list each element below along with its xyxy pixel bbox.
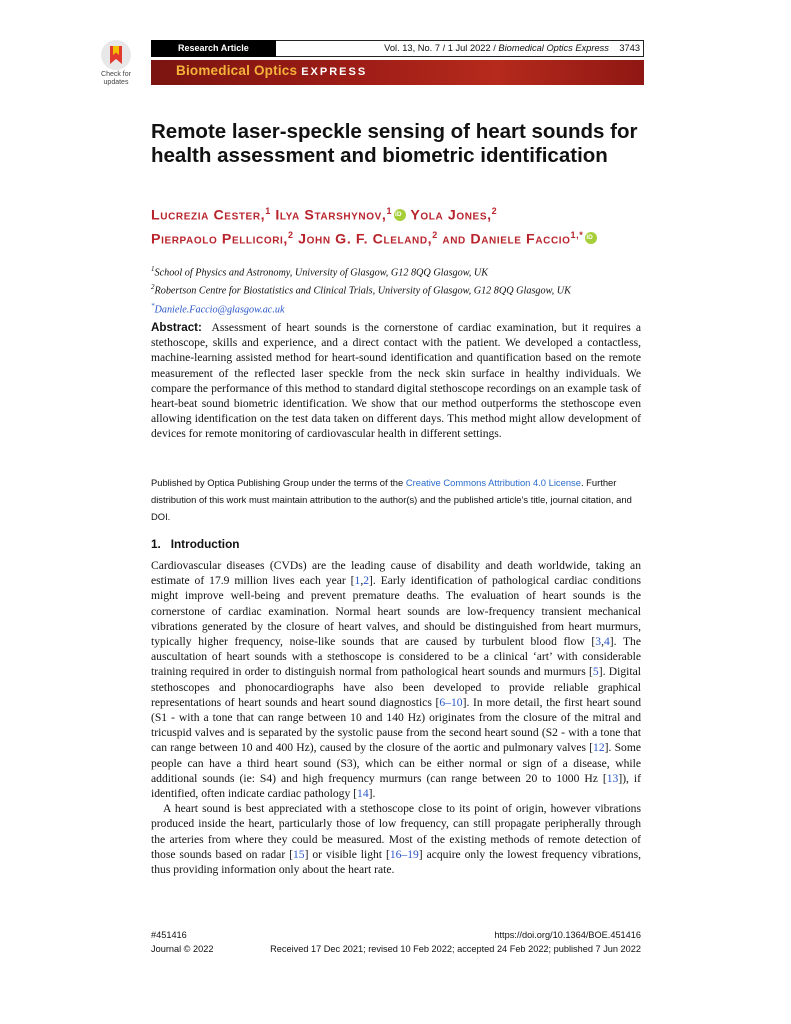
corresponding-email (151, 299, 641, 317)
badge-label-line1: Check for (101, 71, 131, 78)
citation-link[interactable]: 13 (606, 771, 619, 785)
doi-link[interactable]: https://doi.org/10.1364/BOE.451416 (494, 930, 641, 940)
citation-link[interactable]: 2 (363, 574, 370, 588)
author-name[interactable]: Daniele Faccio (470, 231, 571, 248)
citation-link[interactable]: 14 (357, 787, 369, 801)
email-sup: * (151, 301, 155, 310)
text-run: ]. In more detail, the first heart sound (S1 - with a tone that can range between 10 and 140 Hz) originates from the closure of the mitral and tricuspid valves and is separated by the systolic pause from the second heart sound (S2 - with a tone that can range between 10 and 400 Hz), caused by the closure of the aortic and pulmonary valves [ (151, 695, 642, 755)
affiliation-text: Robertson Centre for Biostatistics and Clinical Trials, University of Glasgow, G12 8QQ Glasgow, UK (154, 285, 571, 297)
badge-label-line2: updates (103, 79, 129, 86)
author-sup: 2 (287, 229, 294, 240)
affiliation-sup: 2 (151, 283, 155, 292)
article-type-tag: Research Article (151, 40, 276, 57)
volume-text: Vol. 13, No. 7 / 1 Jul 2022 / (384, 43, 499, 53)
check-for-updates-badge[interactable] (96, 40, 136, 86)
section-heading (151, 537, 240, 551)
journal-brand-suffix: EXPRESS (301, 66, 368, 78)
license-link[interactable]: Creative Commons Attribution 4.0 License (405, 477, 581, 488)
bookmark-icon (101, 40, 131, 70)
author-sup: 1 (386, 206, 393, 216)
orcid-icon[interactable] (394, 209, 406, 221)
article-title: Remote laser-speckle sensing of heart sounds for health assessment and biometric identification (151, 120, 638, 167)
citation-link[interactable]: 5 (592, 665, 599, 679)
license-suffix: . Further distribution of this work must maintain attribution to the author(s) and the published article’s title, journal citation, and DOI. (151, 477, 632, 522)
text-run: ]. Early identification of pathological cardiac conditions might improve well-being and prevent premature deaths. The evaluation of heart sounds is the cornerstone of cardiac examination. Normal heart sounds are low-frequency transient mechanical vibrations generated by the closure of heart valves, and should be distinguished from heart murmurs, typically higher frequency, noise-like sounds that are caused by turbulent blood flow [ (151, 574, 641, 649)
abstract-text: Assessment of heart sounds is the cornerstone of cardiac examination, but it requires a stethoscope, skills and experience, and a direct contact with the patient. We developed a contactless, machine-learning assisted method for heart-sound identification and quantification based on the remote measurement of the reflected laser speckle from the neck skin surface in healthy individuals. We compare the performance of this method to standard digital stethoscope recordings on an example task of heart-beat sound biometric identification. We show that our method outperforms the stethoscope even allowing identification on the test data taken on different days. This method might allow development of devices for remote monitoring of cardiovascular health in different settings. (151, 321, 641, 441)
text-run: ] acquire only the lowest frequency vibrations, thus providing information only about the heart rate. (151, 847, 641, 877)
citation-link[interactable]: 4 (603, 635, 610, 649)
abstract (151, 320, 641, 442)
footer-left (151, 928, 213, 956)
footer-right (250, 928, 641, 956)
journal-name: Biomedical Optics Express (498, 43, 609, 53)
journal-brand (176, 63, 367, 78)
copyright: Journal © 2022 (151, 944, 214, 954)
badge-label (96, 71, 136, 87)
text-run: ]. (368, 787, 376, 801)
text-run: ] or visible light [ (304, 847, 390, 861)
section-number: 1. (151, 537, 161, 551)
author-sup: 1,* (570, 229, 584, 240)
citation-link[interactable]: 3 (595, 635, 602, 649)
text-run: ]. The auscultation of heart sounds with a stethoscope is considered to be a clinical ‘art’ with considerable training required in order to distinguish normal from pathological heart sounds and murmurs [ (151, 635, 641, 679)
author-sup: 2 (491, 206, 498, 216)
affiliation-text: School of Physics and Astronomy, University of Glasgow, G12 8QQ Glasgow, UK (154, 267, 489, 279)
citation-link[interactable]: 1 (354, 574, 361, 588)
license-prefix: Published by Optica Publishing Group under the terms of the (151, 477, 406, 488)
text-run: A heart sound is best appreciated with a stethoscope close to its point of origin, however vibrations produced inside the heart, particularly those of low frequency, can still propagate peripherally through the arteries from where they could be measured. Most of the existing methods of remote detection of those sounds based on radar [ (151, 802, 641, 861)
volume-info (280, 40, 640, 57)
author-name[interactable]: Pierpaolo Pellicori, (151, 231, 288, 248)
license-notice (151, 474, 641, 525)
author-conjunction: and (442, 231, 466, 248)
text-run: ]. Some people can have a third heart sound (S3), which can be either normal or sign of a disease, while additional sounds (ie: S4) and high frequency murmurs (can range between 20 to 1000 Hz [ (151, 741, 641, 785)
paragraph: Cardiovascular diseases (CVDs) are the leading cause of disability and death worldwide, taking an estimate of 17.9 million lives each year [1,2]. Early identification of pathological cardiac conditions might improve well-being and prevent premature deaths. The evaluation of heart sounds is the cornerstone of cardiac examination. Normal heart sounds are low-frequency transient mechanical vibrations generated by the closure of heart valves, and should be distinguished from heart murmurs, typically higher frequency, noise-like sounds that are caused by turbulent blood flow [3,4]. The auscultation of heart sounds with a stethoscope is considered to be a clinical ‘art’ with considerable training required in order to distinguish normal from pathological heart sounds and murmurs [5]. Digital stethoscopes and phonocardiographs have also been developed to provide reliable graphical representations of heart sounds and heart sound diagnostics [6–10]. In more detail, the first heart sound (S1 - with a tone that can range between 10 and 140 Hz) originates from the closure of the mitral and tricuspid valves and is separated by the systolic pause from the second heart sound (S2 - with a tone that can range between 10 and 400 Hz), caused by the closure of the aortic and pulmonary valves [12]. Some people can have a third heart sound (S3), which can be either normal or sign of a disease, while additional sounds (ie: S4) and high frequency murmurs (can range between 20 to 1000 Hz [13]), if identified, often indicate cardiac pathology [14]. (151, 559, 642, 801)
article-id: #451416 (151, 930, 187, 940)
journal-brand-name: Biomedical Optics (176, 63, 298, 78)
affiliation-2 (151, 280, 641, 298)
author-sup: 2 (432, 229, 438, 240)
email-link[interactable]: Daniele.Faccio@glasgow.ac.uk (154, 304, 285, 316)
text-run: ]), if identified, often indicate cardiac pathology [ (151, 771, 641, 801)
section-title: Introduction (170, 537, 240, 551)
author-sup: 1 (265, 206, 271, 216)
citation-link[interactable]: 15 (292, 847, 305, 861)
publication-dates: Received 17 Dec 2021; revised 10 Feb 2022; accepted 24 Feb 2022; published 7 Jun 2022 (270, 944, 641, 954)
citation-link[interactable]: 16–19 (389, 847, 419, 861)
affiliation-sup: 1 (151, 265, 155, 273)
affiliation-1 (151, 262, 641, 280)
paragraph (151, 801, 641, 877)
body-text (151, 558, 641, 877)
citation-link[interactable]: 6–10 (439, 695, 463, 709)
author-name[interactable]: Ilya Starshynov, (275, 207, 387, 224)
author-name[interactable]: Lucrezia Cester, (151, 207, 266, 224)
author-list (151, 202, 641, 249)
affiliations (151, 262, 641, 317)
abstract-label: Abstract: (151, 321, 202, 334)
page-number: 3743 (619, 43, 640, 53)
author-name[interactable]: Yola Jones, (410, 207, 492, 224)
text-run: ]. Digital stethoscopes and phonocardiographs have also been developed to provide reliable graphical representations of heart sounds and heart sound diagnostics [ (151, 665, 641, 709)
author-name[interactable]: John G. F. Cleland, (298, 231, 433, 248)
text-run: Cardiovascular diseases (CVDs) are the leading cause of disability and death worldwide, taking an estimate of 17.9 million lives each year [ (151, 559, 641, 588)
orcid-icon[interactable] (585, 232, 597, 244)
citation-link[interactable]: 12 (593, 741, 605, 755)
